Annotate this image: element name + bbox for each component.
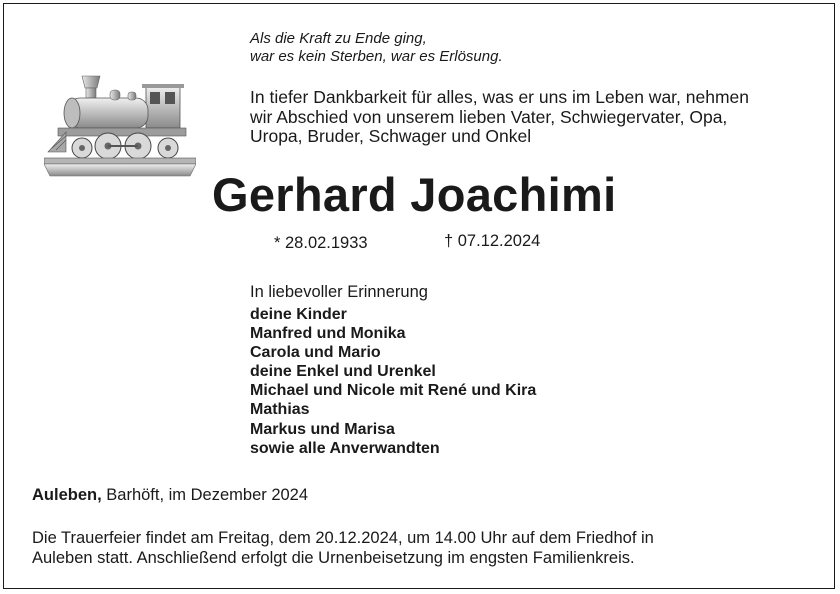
deceased-name: Gerhard Joachimi — [212, 168, 617, 221]
poem-line: war es kein Sterben, war es Erlösung. — [250, 48, 503, 65]
family-line: deine Enkel und Urenkel — [250, 363, 436, 381]
service-line: Die Trauerfeier findet am Freitag, dem 20.12.2024, um 14.00 Uhr auf dem Friedhof in — [32, 529, 654, 547]
birth-date: * 28.02.1933 — [274, 234, 368, 252]
service-line: Auleben statt. Anschließend erfolgt die Urnenbeisetzung im engsten Familienkreis. — [32, 549, 635, 567]
place-and-date — [32, 485, 308, 505]
family-line: Carola und Mario — [250, 344, 381, 362]
family-list — [250, 305, 536, 458]
family-line: Michael und Nicole mit René und Kira — [250, 382, 537, 400]
intro-line: wir Abschied von unserem lieben Vater, Schwiegervater, Opa, — [250, 106, 728, 127]
death-date: † 07.12.2024 — [444, 232, 541, 250]
poem-line: Als die Kraft zu Ende ging, — [250, 30, 427, 47]
intro-line: Uropa, Bruder, Schwager und Onkel — [250, 126, 532, 146]
family-line: Markus und Marisa — [250, 420, 395, 438]
family-line: Mathias — [250, 401, 310, 419]
family-line: Manfred und Monika — [250, 325, 406, 343]
service-info — [32, 528, 812, 568]
town-name: Auleben, — [32, 486, 102, 504]
intro-line: In tiefer Dankbarkeit für alles, was er uns im Leben war, nehmen — [250, 87, 749, 107]
steam-locomotive-icon — [44, 48, 196, 178]
poem-verse — [250, 30, 503, 66]
place-rest: Barhöft, im Dezember 2024 — [101, 486, 309, 504]
family-line: sowie alle Anverwandten — [250, 439, 440, 457]
family-line: deine Kinder — [250, 306, 347, 323]
memory-label: In liebevoller Erinnerung — [250, 283, 428, 301]
intro-text — [250, 88, 820, 147]
